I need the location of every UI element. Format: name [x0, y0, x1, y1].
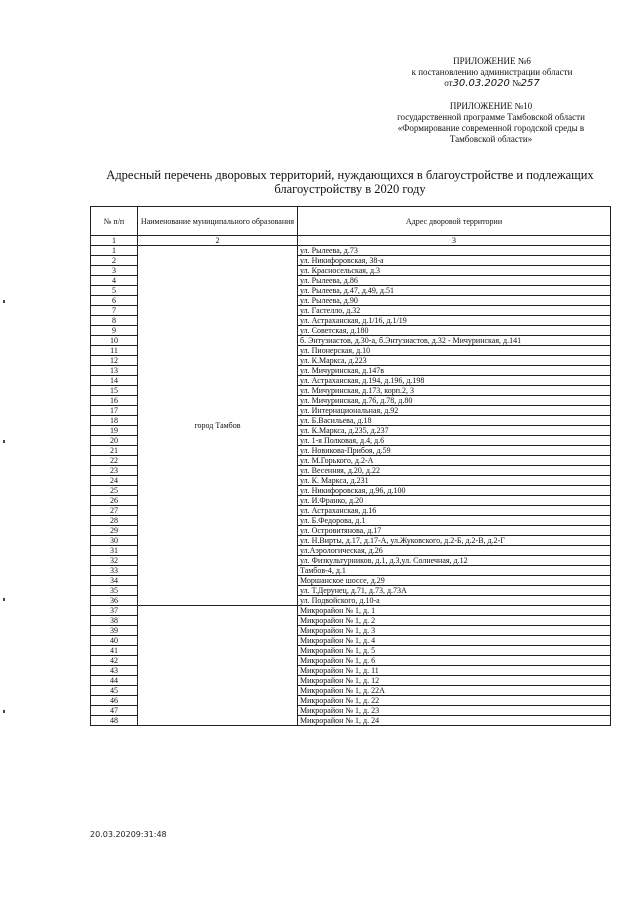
row-address: ул. Подвойского, д.10-а	[298, 596, 611, 606]
scan-mark	[3, 598, 5, 601]
row-address: ул. К.Маркса, д.223	[298, 356, 611, 366]
address-table-body	[91, 246, 611, 726]
scan-mark	[3, 710, 5, 713]
appendix-6-line: к постановлению администрации области	[411, 67, 573, 77]
row-address: ул. Астраханская, д.16	[298, 506, 611, 516]
row-address: Микрорайон № 1, д. 3	[298, 626, 611, 636]
row-number: 41	[91, 646, 138, 656]
row-number: 9	[91, 326, 138, 336]
row-address: ул. Интернациональная, д.92	[298, 406, 611, 416]
handwritten-date: 30.03.2020	[452, 78, 510, 89]
row-number: 10	[91, 336, 138, 346]
appendix-6-title: ПРИЛОЖЕНИЕ №6	[453, 56, 531, 66]
row-address: Микрорайон № 1, д. 5	[298, 646, 611, 656]
row-number: 39	[91, 626, 138, 636]
row-number: 30	[91, 536, 138, 546]
footer-timestamp: 20.03.20209:31:48	[90, 830, 167, 839]
row-address: ул. И.Франко, д.20	[298, 496, 611, 506]
row-number: 42	[91, 656, 138, 666]
appendix-10-title: ПРИЛОЖЕНИЕ №10	[449, 101, 533, 111]
table-row	[91, 246, 611, 256]
scan-mark	[3, 300, 5, 303]
header-municipality: Наименование муниципального образования	[138, 207, 298, 236]
row-number: 4	[91, 276, 138, 286]
row-number: 47	[91, 706, 138, 716]
row-address: ул. Б.Васильева, д.18	[298, 416, 611, 426]
document-title: Адресный перечень дворовых территорий, нуждающихся в благоустройстве и подлежащих благоустройству в 2020 году	[106, 168, 594, 196]
row-number: 45	[91, 686, 138, 696]
row-address: ул. Весенняя, д.20, д.22	[298, 466, 611, 476]
table-row	[91, 606, 611, 616]
row-address: Микрорайон № 1, д. 1	[298, 606, 611, 616]
row-number: 38	[91, 616, 138, 626]
row-number: 15	[91, 386, 138, 396]
row-number: 25	[91, 486, 138, 496]
row-address: ул. К.Маркса, д.235, д.237	[298, 426, 611, 436]
row-number: 44	[91, 676, 138, 686]
row-address: ул. Рылеева, д.86	[298, 276, 611, 286]
row-number: 3	[91, 266, 138, 276]
date-prefix: от	[444, 78, 453, 88]
row-number: 14	[91, 376, 138, 386]
row-number: 27	[91, 506, 138, 516]
row-number: 18	[91, 416, 138, 426]
appendix-10-line2: «Формирование современной городской среды в	[397, 123, 585, 133]
row-address: ул. Мичуринская, д.173, корп.2, 3	[298, 386, 611, 396]
municipality-cell-continued	[138, 606, 298, 726]
row-address: б. Энтузиастов, д.30-а, б.Энтузиастов, д.32 - Мичуринская, д.141	[298, 336, 611, 346]
row-address: ул. Пионерская, д.10	[298, 346, 611, 356]
row-number: 17	[91, 406, 138, 416]
row-number: 24	[91, 476, 138, 486]
row-number: 2	[91, 256, 138, 266]
row-address: Микрорайон № 1, д. 4	[298, 636, 611, 646]
row-address: ул. Физкультурников, д.1, д.3,ул. Солнечная, д.12	[298, 556, 611, 566]
index-col-1: 1	[91, 236, 138, 246]
row-number: 6	[91, 296, 138, 306]
index-col-2: 2	[138, 236, 298, 246]
row-address: ул. Гастелло, д.32	[298, 306, 611, 316]
row-number: 28	[91, 516, 138, 526]
row-address: ул. Никифоровская, 38-а	[298, 256, 611, 266]
row-number: 31	[91, 546, 138, 556]
appendix-10-line1: государственной программе Тамбовской области	[397, 112, 585, 122]
row-address: ул. Б.Федорова, д.1	[298, 516, 611, 526]
index-col-3: 3	[298, 236, 611, 246]
municipality-cell: город Тамбов	[138, 246, 298, 606]
row-number: 46	[91, 696, 138, 706]
row-address: Микрорайон № 1, д. 22А	[298, 686, 611, 696]
row-number: 19	[91, 426, 138, 436]
row-address: ул. К. Маркса, д.231	[298, 476, 611, 486]
row-address: ул. Мичуринская, д.76, д.78, д.80	[298, 396, 611, 406]
row-address: Микрорайон № 1, д. 24	[298, 716, 611, 726]
row-number: 29	[91, 526, 138, 536]
row-number: 26	[91, 496, 138, 506]
row-number: 36	[91, 596, 138, 606]
row-number: 34	[91, 576, 138, 586]
row-address: Микрорайон № 1, д. 6	[298, 656, 611, 666]
row-number: 13	[91, 366, 138, 376]
row-number: 33	[91, 566, 138, 576]
row-number: 22	[91, 456, 138, 466]
row-number: 5	[91, 286, 138, 296]
row-address: ул. Рылеева, д.47, д.49, д.51	[298, 286, 611, 296]
appendix-6-block	[382, 56, 602, 89]
row-address: ул. Мичуринская, д.147в	[298, 366, 611, 376]
row-number: 32	[91, 556, 138, 566]
row-address: ул. Новикова-Прибоя, д.59	[298, 446, 611, 456]
row-address: ул. Красносельская, д.3	[298, 266, 611, 276]
row-address: ул. 1-я Полковая, д.4, д.6	[298, 436, 611, 446]
row-address: ул. Островитянова, д.17	[298, 526, 611, 536]
row-address: ул. Рылеева, д.90	[298, 296, 611, 306]
handwritten-number: 257	[520, 78, 540, 89]
row-address: ул. Никифоровская, д.96, д.100	[298, 486, 611, 496]
row-number: 1	[91, 246, 138, 256]
row-address: ул. Астраханская, д.1/16, д.1/19	[298, 316, 611, 326]
row-number: 16	[91, 396, 138, 406]
row-address: ул. Рылеева, д.73	[298, 246, 611, 256]
row-number: 7	[91, 306, 138, 316]
row-number: 37	[91, 606, 138, 616]
row-number: 21	[91, 446, 138, 456]
row-address: ул. Советская, д.180	[298, 326, 611, 336]
number-prefix: №	[512, 78, 521, 88]
row-number: 11	[91, 346, 138, 356]
row-address: Моршанское шоссе, д.29	[298, 576, 611, 586]
row-number: 48	[91, 716, 138, 726]
row-number: 20	[91, 436, 138, 446]
scan-mark	[3, 440, 5, 443]
appendix-10-block	[375, 101, 607, 145]
row-address: Микрорайон № 1, д. 12	[298, 676, 611, 686]
row-number: 12	[91, 356, 138, 366]
row-number: 35	[91, 586, 138, 596]
row-address: ул. Астраханская, д.194, д.196, д.198	[298, 376, 611, 386]
row-address: Микрорайон № 1, д. 11	[298, 666, 611, 676]
row-address: Микрорайон № 1, д. 2	[298, 616, 611, 626]
row-number: 43	[91, 666, 138, 676]
row-address: Микрорайон № 1, д. 22	[298, 696, 611, 706]
header-number: № п/п	[91, 207, 138, 236]
appendix-6-date-line	[382, 78, 602, 89]
row-number: 40	[91, 636, 138, 646]
appendix-10-line3: Тамбовской области»	[449, 134, 533, 144]
row-address: ул. Т.Дерунец, д.71, д.73, д.73А	[298, 586, 611, 596]
row-address: Тамбов-4, д.1	[298, 566, 611, 576]
address-table	[90, 206, 611, 726]
row-address: ул. Н.Вирты, д.17, д.17-А, ул.Жуковского, д.2-Б, д.2-В, д.2-Г	[298, 536, 611, 546]
row-address: ул. М.Горького, д.2-А	[298, 456, 611, 466]
row-number: 8	[91, 316, 138, 326]
header-address: Адрес дворовой территории	[298, 207, 611, 236]
row-address: ул.Аэрологическая, д.26	[298, 546, 611, 556]
row-address: Микрорайон № 1, д. 23	[298, 706, 611, 716]
row-number: 23	[91, 466, 138, 476]
